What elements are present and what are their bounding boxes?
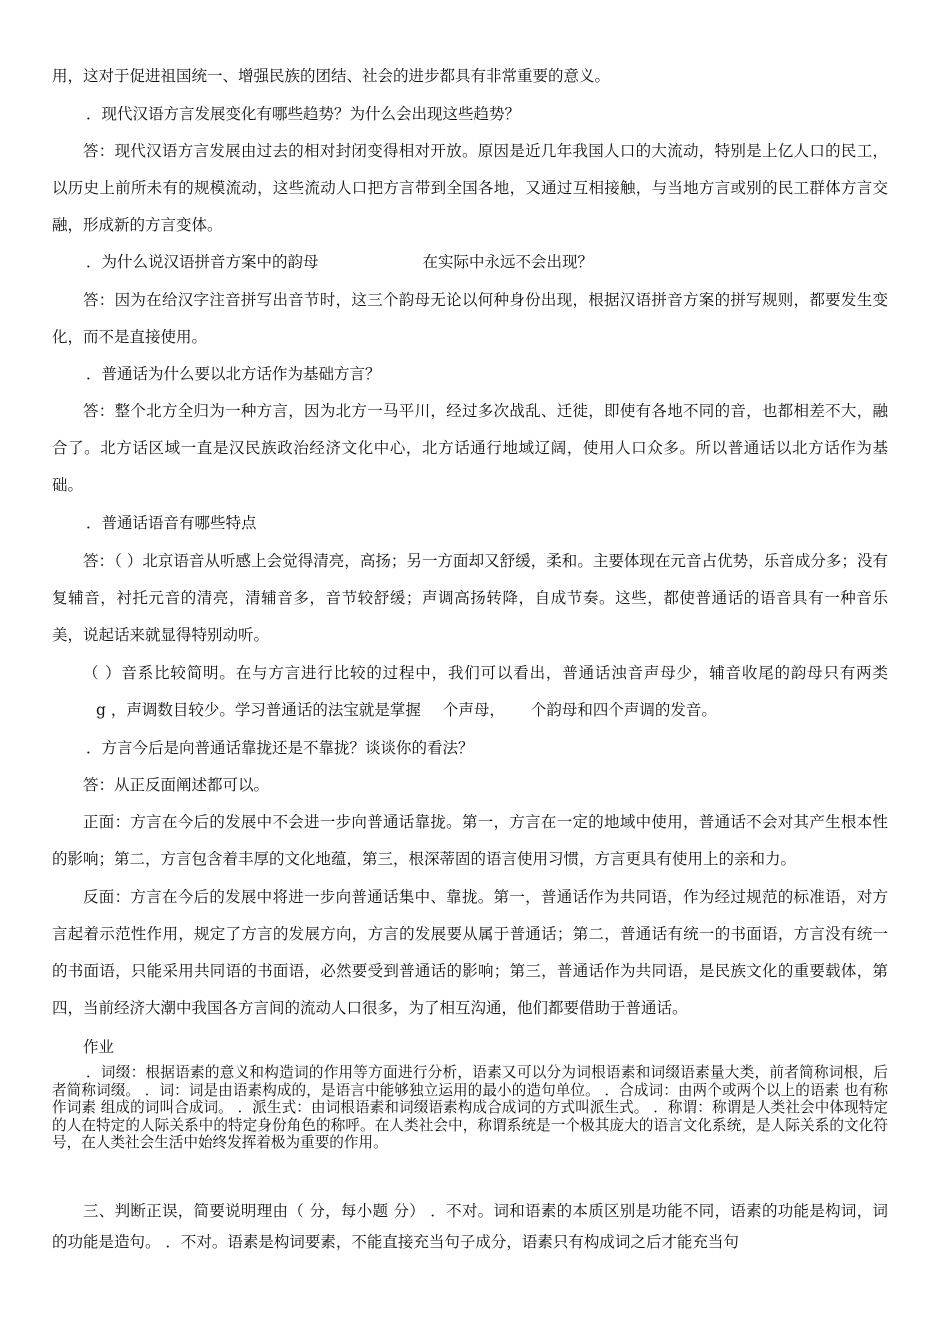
answer-phonetic-features-2-part4: 个韵母和四个声调的发音。 xyxy=(530,701,717,719)
question-dialect-future: ．方言今后是向普通话靠拢还是不靠拢？谈谈你的看法？ xyxy=(86,739,474,757)
answer-phonetic-features-2 xyxy=(52,655,888,729)
answer-phonetic-features-2-part3: 个声母， xyxy=(442,701,505,719)
question-pinyin-finals xyxy=(52,244,888,281)
answer-positive-view: 正面：方言在今后的发展中不会进一步向普通话靠拢。第一，方言在一定的地域中使用，普通话不会对其产生根本性的影响；第二，方言包含着丰厚的文化地蕴，第三，根深蒂固的语言使用习惯，方言更具有使用上的亲和力。 xyxy=(52,813,888,868)
answer-northern-base: 答：整个北方全归为一种方言，因为北方一马平川，经过多次战乱、迁徙，即使有各地不同的音，也都相差不大，融合了。北方话区域一直是汉民族政治经济文化中心，北方话通行地域辽阔，使用人口众多。所以普通话以北方话作为基础。 xyxy=(52,402,888,494)
answer-phonetic-features-2-part2: g ，声调数目较少。学习普通话的法宝就是掌握 xyxy=(96,701,421,719)
section-three-judgement: 三、判断正误，简要说明理由（ 分，每小题 分） ．不对。词和语素的本质区别是功能不同，语素的功能是构词，词的功能是造句。 ．不对。语素是构词要素，不能直接充当句子成分，语素只有构成词之后才能充当句 xyxy=(52,1202,888,1251)
question-phonetic-features: ．普通话语音有哪些特点 xyxy=(86,514,257,532)
question-pinyin-finals-part2: 在实际中永远不会出现？ xyxy=(422,253,594,271)
question-dialect-trends: ．现代汉语方言发展变化有哪些趋势？为什么会出现这些趋势？ xyxy=(86,105,521,123)
question-pinyin-finals-part1: ．为什么说汉语拼音方案中的韵母 xyxy=(86,253,319,271)
answer-pinyin-finals: 答：因为在给汉字注音拼写出音节时，这三个韵母无论以何种身份出现，根据汉语拼音方案的拼写规则，都要发生变化，而不是直接使用。 xyxy=(52,291,888,346)
question-northern-base: ．普通话为什么要以北方话作为基础方言？ xyxy=(86,365,381,383)
answer-phonetic-features-1: 答：（ ）北京语音从听感上会觉得清亮，高扬；另一方面却又舒缓，柔和。主要体现在元音占优势，乐音成分多；没有复辅音，衬托元音的清亮，清辅音多，音节较舒缓；声调高扬转降，自成节奏。这些，都使普通话的语音具有一种音乐美，说起话来就显得特别动听。 xyxy=(52,552,888,644)
paragraph-intro-end: 用，这对于促进祖国统一、增强民族的团结、社会的进步都具有非常重要的意义。 xyxy=(52,67,611,85)
answer-dialect-future-intro: 答：从正反面阐述都可以。 xyxy=(83,776,270,794)
answer-negative-view: 反面：方言在今后的发展中将进一步向普通话集中、靠拢。第一，普通话作为共同语，作为经过规范的标准语，对方言起着示范性作用，规定了方言的发展方向，方言的发展要从属于普通话；第二，普通话有统一的书面语，方言没有统一的书面语，只能采用共同语的书面语，必然要受到普通话的影响；第三，普通话作为共同语，是民族文化的重要载体，第四，当前经济大潮中我国各方言间的流动人口很多，为了相互沟通，他们都要借助于普通话。 xyxy=(52,888,888,1017)
homework-definitions: ．词缀：根据语素的意义和构造词的作用等方面进行分析，语素又可以分为词根语素和词缀语素量大类，前者简称词根，后者简称词缀。 ．词：词是由语素构成的，是语言中能够独立运用的最小的造句单位。 ．合成词：由两个或两个以上的语素 也有称作词素 组成的词叫合成词。 ．派生式：由词根语素和词缀语素构成合成词的方式叫派生式。 ．称谓：称谓是人类社会中体现特定的人在特定的人际关系中的特定身份角色的称呼。在人类社会中，称谓系统是一个极其庞大的语言文化系统，是人际关系的文化符号，在人类社会生活中始终发挥着极为重要的作用。 xyxy=(52,1064,889,1151)
answer-phonetic-features-2-part1: （ ）音系比较简明。在与方言进行比较的过程中，我们可以看出，普通话浊音声母少，辅音收尾的韵母只有两类 xyxy=(83,664,888,682)
answer-dialect-trends: 答：现代汉语方言发展由过去的相对封闭变得相对开放。原因是近几年我国人口的大流动，特别是上亿人口的民工，以历史上前所未有的规模流动，这些流动人口把方言带到全国各地，又通过互相接触，与当地方言或别的民工群体方言交融，形成新的方言变体。 xyxy=(52,142,888,234)
homework-heading: 作业 xyxy=(83,1038,115,1056)
